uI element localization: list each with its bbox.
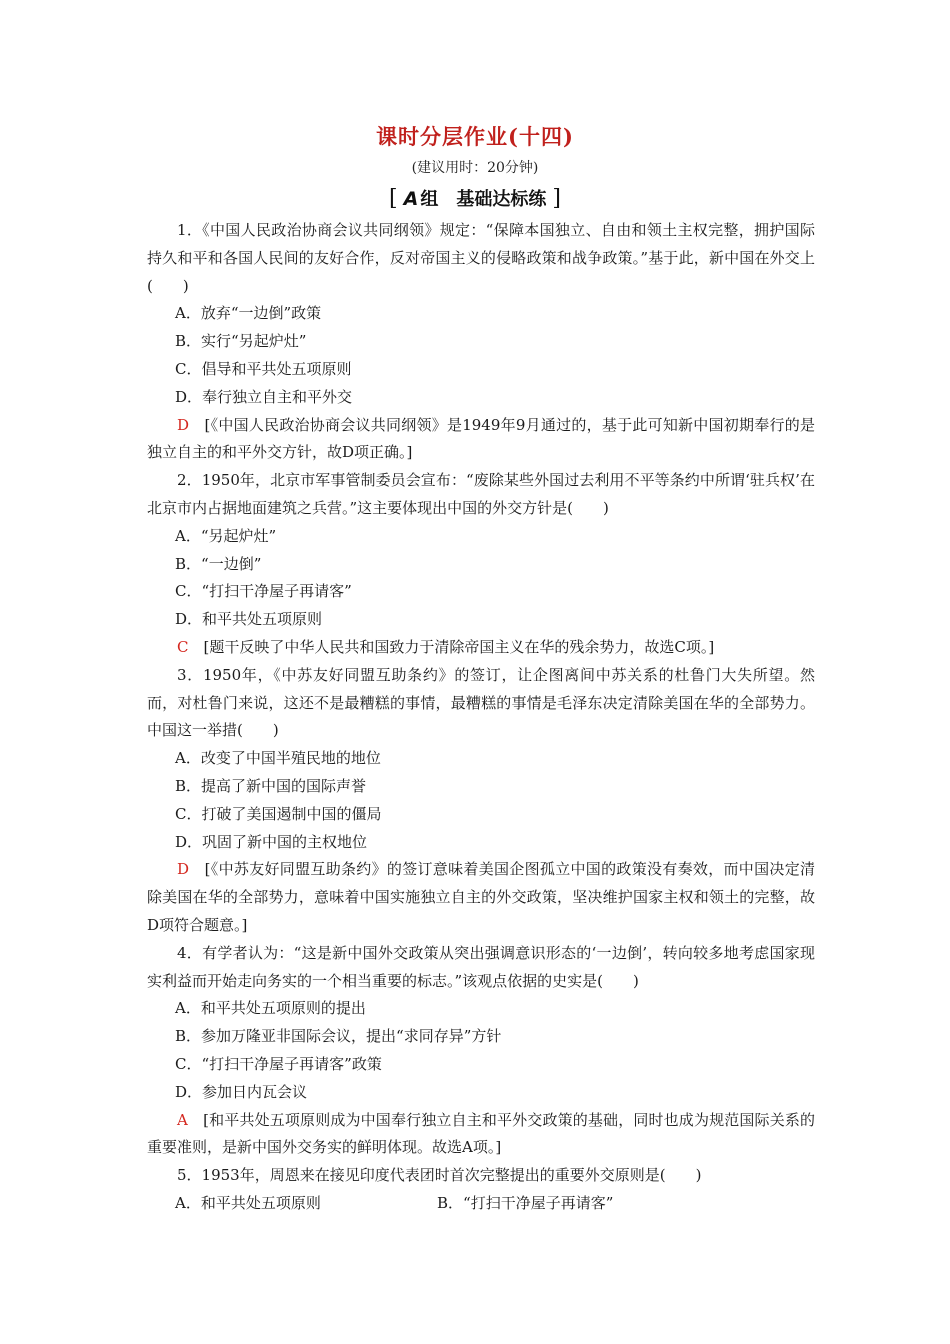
option: B．提高了新中国的国际声誉	[175, 776, 367, 795]
option: D．参加日内瓦会议	[175, 1082, 308, 1101]
group-heading	[0, 185, 950, 211]
question-stem: 4．有学者认为：“这是新中国外交政策从突出强调意识形态的‘一边倒’，转向较多地考虑国家现实利益而开始走向务实的一个相当重要的标志。”该观点依据的史实是( )	[147, 943, 815, 990]
answer-text: [题干反映了中华人民共和国致力于清除帝国主义在华的残余势力，故选C项。]	[203, 637, 715, 656]
answer-explanation	[147, 856, 815, 939]
answer-text: [《中苏友好同盟互助条约》的签订意味着美国企图孤立中国的政策没有奏效，而中国决定清除美国在华的全部势力，意味着中国实施独立自主的外交政策，坚决维护国家主权和领土的完整，故D项符合题意。]	[147, 860, 815, 934]
option: C．打破了美国遏制中国的僵局	[175, 804, 382, 823]
question-stem: 2．1950年，北京市军事管制委员会宣布：“废除某些外国过去利用不平等条约中所谓‘驻兵权’在北京市内占据地面建筑之兵营。”这主要体现出中国的外交方针是( )	[147, 471, 815, 517]
question-stem: 3．1950年，《中苏友好同盟互助条约》的签订，让企图离间中苏关系的杜鲁门大失所望。然而，对杜鲁门来说，这还不是最糟糕的事情，最糟糕的事情是毛泽东决定清除美国在华的全部势力。中国这一举措( )	[147, 665, 815, 740]
group-letter-badge: A	[403, 188, 419, 210]
answer-letter: C	[177, 637, 189, 656]
page-title: 课时分层作业(十四)	[376, 124, 574, 149]
question-stem: 5．1953年，周恩来在接见印度代表团时首次完整提出的重要外交原则是( )	[177, 1166, 702, 1185]
option: A．和平共处五项原则的提出	[175, 999, 366, 1018]
question-list	[147, 217, 815, 1218]
option: A．和平共处五项原则	[175, 1193, 321, 1212]
option: B．“打扫干净屋子再请客”	[437, 1193, 614, 1212]
option: D．巩固了新中国的主权地位	[175, 832, 368, 851]
option: C．倡导和平共处五项原则	[175, 359, 352, 378]
bracket-left: [	[389, 186, 398, 211]
answer-text: [和平共处五项原则成为中国奉行独立自主和平外交政策的基础，同时也成为规范国际关系的重要准则，是新中国外交务实的鲜明体现。故选A项。]	[147, 1110, 815, 1157]
group-label: 组 基础达标练	[420, 189, 547, 210]
option: D．奉行独立自主和平外交	[175, 387, 353, 406]
answer-letter: A	[177, 1110, 188, 1129]
option: B．实行“另起炉灶”	[175, 332, 307, 351]
option: C．“打扫干净屋子再请客”政策	[175, 1054, 382, 1073]
option: C．“打扫干净屋子再请客”	[175, 582, 352, 601]
answer-letter: D	[177, 860, 190, 879]
answer-text: [《中国人民政治协商会议共同纲领》是1949年9月通过的，基于此可知新中国初期奉行的是独立自主的和平外交方针，故D项正确。]	[147, 415, 815, 462]
option: A．“另起炉灶”	[175, 526, 277, 545]
option-row	[147, 1190, 815, 1218]
bracket-right: ]	[552, 186, 561, 211]
answer-explanation	[147, 1107, 815, 1163]
answer-letter: D	[177, 415, 190, 434]
answer-explanation	[147, 634, 815, 662]
option: A．放弃“一边倒”政策	[175, 304, 322, 323]
option: A．改变了中国半殖民地的地位	[175, 749, 381, 768]
question-stem: 1．《中国人民政治协商会议共同纲领》规定：“保障本国独立、自由和领土主权完整，拥护国际持久和平和各国人民间的友好合作，反对帝国主义的侵略政策和战争政策。”基于此，新中国在外交上( )	[147, 221, 815, 295]
option: D．和平共处五项原则	[175, 610, 323, 629]
answer-explanation	[147, 412, 815, 468]
option: B．参加万隆亚非国际会议，提出“求同存异”方针	[175, 1027, 502, 1046]
option: B．“一边倒”	[175, 554, 262, 573]
suggested-time: (建议用时：20分钟)	[411, 160, 539, 176]
